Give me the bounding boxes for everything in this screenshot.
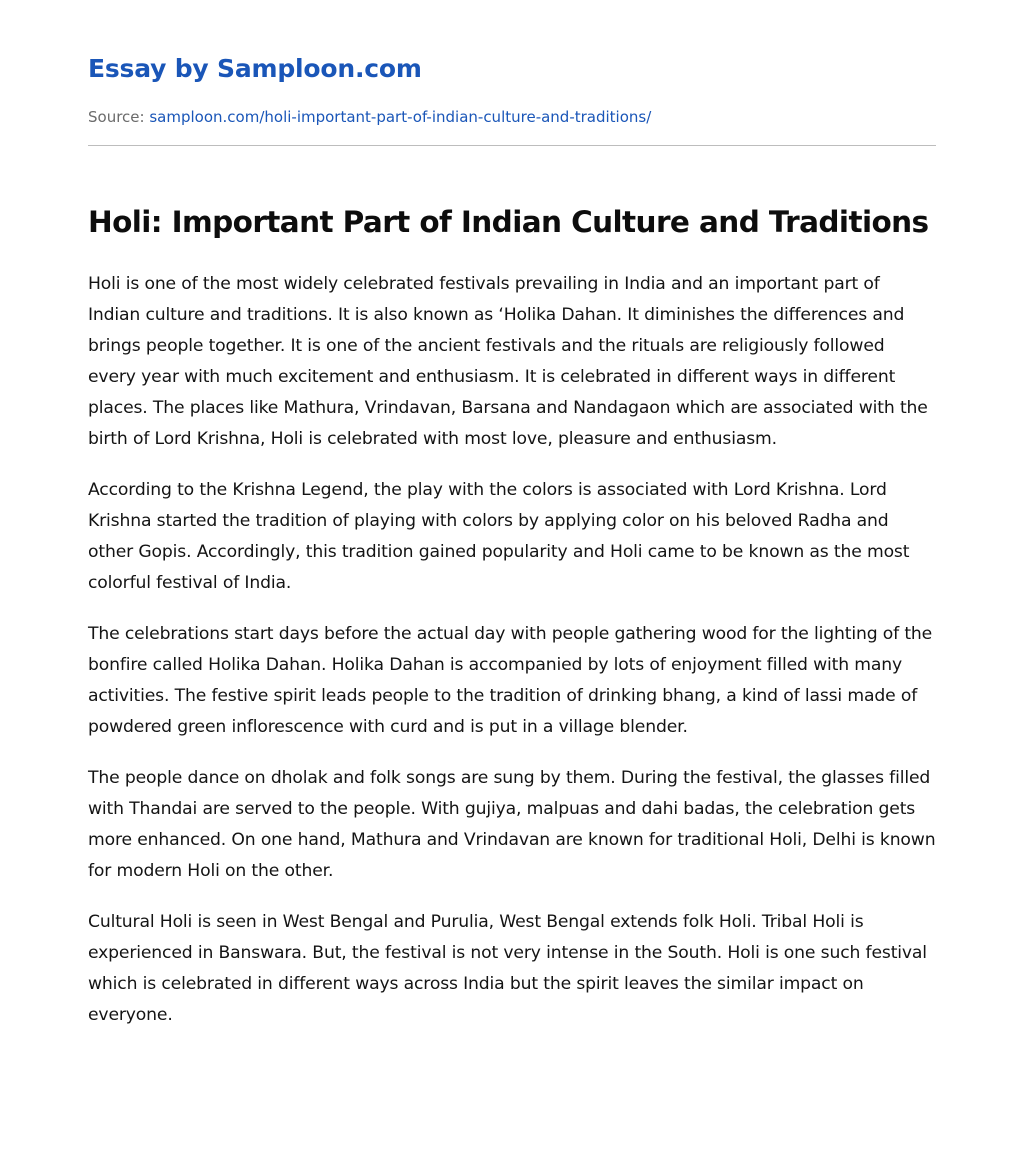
article-paragraph: Holi is one of the most widely celebrated festivals prevailing in India and an important part of Indian culture and traditions. It is also known as ‘Holika Dahan. It diminishes the differences and brings people together. It is one of the ancient festivals and the rituals are religiously followed every year with much excitement and enthusiasm. It is celebrated in different ways in different places. The places like Mathura, Vrindavan, Barsana and Nandagaon which are associated with the birth of Lord Krishna, Holi is celebrated with most love, pleasure and enthusiasm. — [88, 274, 928, 449]
source-link[interactable]: samploon.com/holi-important-part-of-indian-culture-and-traditions/ — [149, 108, 652, 126]
article-paragraph: According to the Krishna Legend, the play with the colors is associated with Lord Krishna. Lord Krishna started the tradition of playing with colors by applying color on his beloved Radha and other Gopis. Accordingly, this tradition gained popularity and Holi came to be known as the most colorful festival of India. — [88, 480, 910, 593]
article-title: Holi: Important Part of Indian Culture and Traditions — [88, 205, 929, 239]
article-body — [88, 269, 936, 1051]
header-divider — [88, 145, 936, 146]
source-label: Source: — [88, 108, 145, 126]
brand-title: Essay by Samploon.com — [88, 54, 422, 83]
article-paragraph: Cultural Holi is seen in West Bengal and Purulia, West Bengal extends folk Holi. Tribal Holi is experienced in Banswara. But, the festival is not very intense in the South. Holi is one such festival which is celebrated in different ways across India but the spirit leaves the similar impact on everyone. — [88, 912, 927, 1025]
article-paragraph: The celebrations start days before the actual day with people gathering wood for the lighting of the bonfire called Holika Dahan. Holika Dahan is accompanied by lots of enjoyment filled with many activities. The festive spirit leads people to the tradition of drinking bhang, a kind of lassi made of powdered green inflorescence with curd and is put in a village blender. — [88, 624, 933, 737]
article-paragraph: The people dance on dholak and folk songs are sung by them. During the festival, the glasses filled with Thandai are served to the people. With gujiya, malpuas and dahi badas, the celebration gets more enhanced. On one hand, Mathura and Vrindavan are known for traditional Holi, Delhi is known for modern Holi on the other. — [88, 768, 936, 881]
source-line — [88, 106, 651, 128]
